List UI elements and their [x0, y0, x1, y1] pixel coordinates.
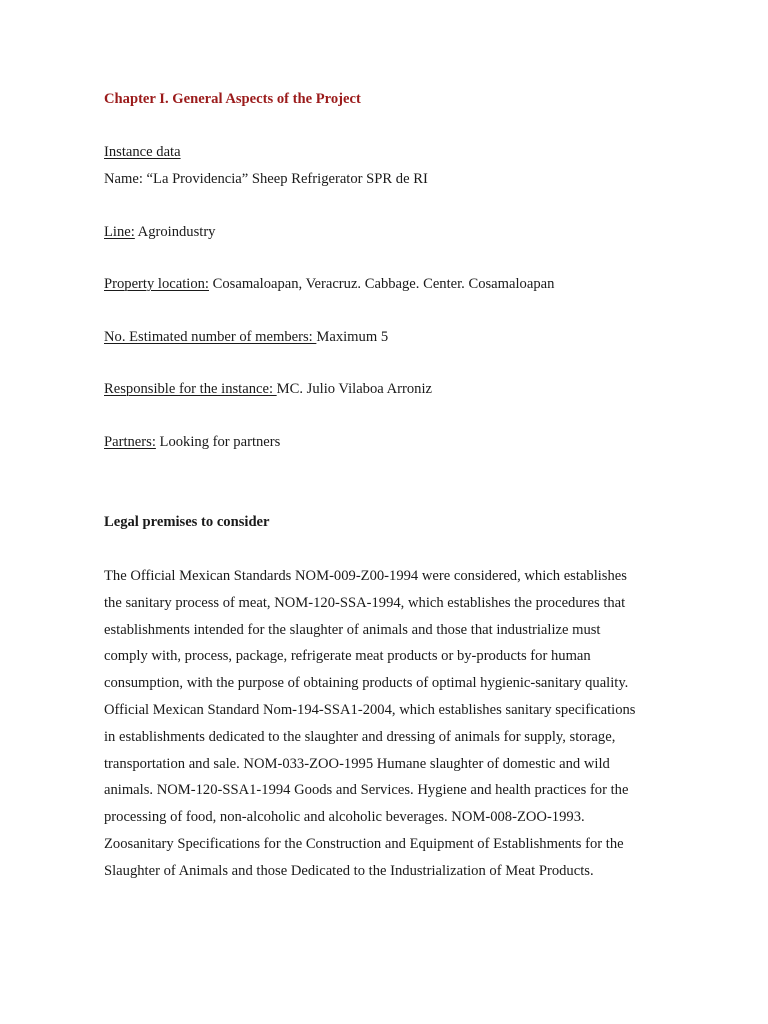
paragraph-line: Zoosanitary Specifications for the Construction and Equipment of Establishments for the [104, 835, 624, 852]
chapter-title: Chapter I. General Aspects of the Project [104, 91, 361, 107]
paragraph-line: transportation and sale. NOM-033-ZOO-1995 Humane slaughter of domestic and wild [104, 755, 610, 772]
paragraph-line: consumption, with the purpose of obtaining products of optimal hygienic-sanitary quality. [104, 675, 629, 692]
responsible-value: MC. Julio Vilaboa Arroniz [276, 381, 432, 397]
line-label: Line: [104, 224, 135, 240]
paragraph-line: animals. NOM-120-SSA1-1994 Goods and Services. Hygiene and health practices for the [104, 782, 629, 799]
paragraph-line: The Official Mexican Standards NOM-009-Z00-1994 were considered, which establishes [104, 568, 627, 584]
property-location-label: Property location: [104, 276, 209, 292]
property-location-field [104, 276, 554, 293]
partners-value: Looking for partners [155, 434, 281, 450]
line-field [104, 224, 215, 241]
responsible-label: Responsible for the instance: [104, 381, 277, 397]
name-line: Name: “La Providencia” Sheep Refrigerator SPR de RI [104, 171, 428, 187]
property-location-value: Cosamaloapan, Veracruz. Cabbage. Center. Cosamaloapan [208, 276, 555, 292]
paragraph-line: comply with, process, package, refrigerate meat products or by-products for human [104, 648, 591, 665]
paragraph-line: Slaughter of Animals and those Dedicated to the Industrialization of Meat Products. [104, 862, 594, 879]
line-value: Agroindustry [134, 224, 216, 240]
partners-label: Partners: [104, 434, 156, 450]
legal-premises-paragraph [104, 563, 664, 885]
responsible-field [104, 381, 432, 398]
members-value: Maximum 5 [316, 329, 389, 345]
paragraph-line: the sanitary process of meat, NOM-120-SSA-1994, which establishes the procedures that [104, 594, 626, 611]
members-field [104, 329, 388, 346]
paragraph-line: Official Mexican Standard Nom-194-SSA1-2004, which establishes sanitary specifications [104, 701, 636, 718]
instance-data-heading: Instance data [104, 144, 181, 160]
partners-field [104, 434, 280, 451]
paragraph-line: processing of food, non-alcoholic and alcoholic beverages. NOM-008-ZOO-1993. [104, 809, 585, 826]
legal-premises-heading: Legal premises to consider [104, 514, 270, 530]
paragraph-line: in establishments dedicated to the slaughter and dressing of animals for supply, storage, [104, 728, 616, 745]
paragraph-line: establishments intended for the slaughter of animals and those that industrialize must [104, 621, 601, 638]
members-label: No. Estimated number of members: [104, 329, 317, 345]
